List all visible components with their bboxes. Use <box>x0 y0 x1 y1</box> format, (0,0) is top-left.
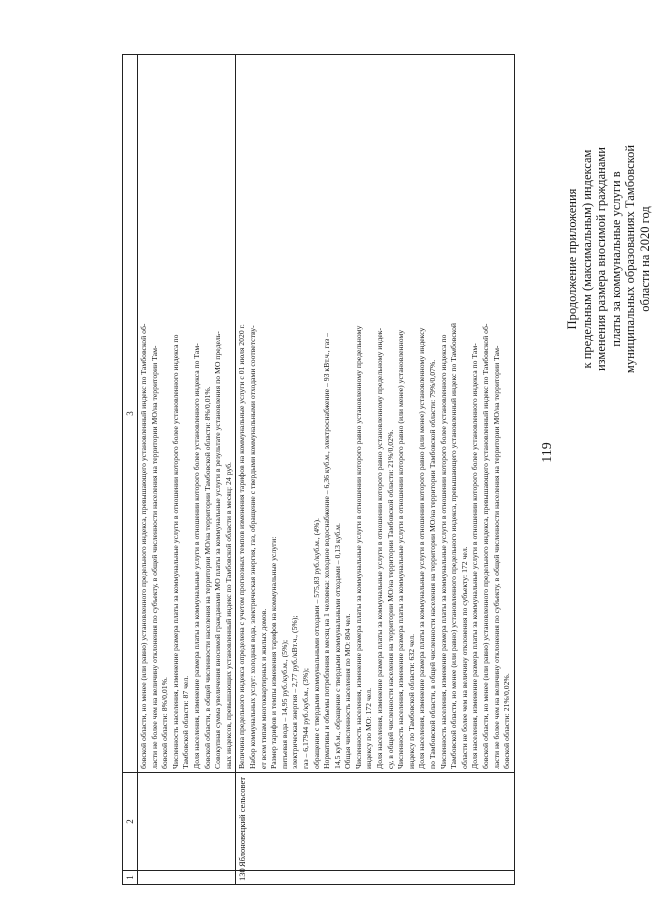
text-line: Доля населения, изменение размера платы за коммунальные услуги в отношении которого более установленного индекса по Там- <box>191 343 201 769</box>
table-row <box>236 55 514 885</box>
text-line: Набор коммунальных услуг: холодная вода, электрическая энергия, газ, обращение с твердыми коммунальными отходами соответству- <box>247 325 257 769</box>
text-line: питьевая вода – 14,95 руб./куб.м., (5%); <box>279 639 289 769</box>
text-line: Нормативы и объемы потребления в месяц на 1 человека: холодное водоснабжение – 6,36 куб.м., электроснабжение – 93 кВт.ч., газ – <box>322 333 332 769</box>
heading-line: к предельным (максимальным) индексам <box>579 149 594 369</box>
heading-line: Продолжение приложения <box>565 188 579 330</box>
heading-line: области на 2020 год <box>637 206 652 312</box>
text-line: Тамбовской области, но менее (или равно) установленного предельного индекса, превышающего установленный индекс по Тамбовской <box>449 322 459 769</box>
heading-line: муниципальных образованиях Тамбовской <box>623 144 638 374</box>
text-line: бовской области, но менее (или равно) установленного предельного индекса, превышающего установленный индекс по Тамбовской об- <box>139 323 148 769</box>
text-line: по Тамбовской области, в общей численности населения на территории МО/на территории Тамбовской области: 79%/0,07%. <box>428 359 438 769</box>
text-line: индексу по МО: 172 чел. <box>364 688 374 769</box>
text-line: Доля населения, изменение размера платы за коммунальные услуги в отношении которого равно (или менее) установленному индексу <box>417 327 427 769</box>
text-line: бовской области: 8%/0,01%. <box>160 677 170 769</box>
continuation-number-cell <box>138 871 236 885</box>
continuation-text-cell <box>138 55 236 773</box>
text-line: обращение с твердыми коммунальными отходами – 575,83 руб./куб.м., (4%). <box>311 518 321 769</box>
text-line: су, в общей численности населения на территории МО/на территории Тамбовской области: 21%/0,02%. <box>385 429 395 769</box>
header-col-1: 1 <box>123 871 138 885</box>
table-header-row <box>123 55 138 885</box>
continuation-name-cell <box>138 773 236 871</box>
text-line: индексу по Тамбовской области: 632 чел. <box>406 633 416 769</box>
text-line: Численность населения, изменение размера платы за коммунальные услуги в отношении которого более установленного индекса по <box>170 334 180 769</box>
text-line: Доля населения, изменение размера платы за коммунальные услуги в отношении которого равно установленному предельному индек- <box>375 327 385 769</box>
text-line: ласти не более чем на величину отклонения по субъекту, в общей численности населения на территории МО/на территории Там- <box>149 345 159 769</box>
text-line: Численность населения, изменение размера платы за коммунальные услуги в отношении которого равно установленному предельному <box>353 325 363 769</box>
text-line: газ – 6,17944 руб./куб.м., (3%); <box>300 668 310 769</box>
text-line: электрическая энергия – 2,77 руб./кВт.ч., (5%); <box>290 615 300 769</box>
text-line: Величина предельного индекса определена с учетом прогнозных темпов изменения тарифов на коммунальные услуги с 01 июля 2020 г. <box>237 324 247 769</box>
header-col-2: 2 <box>123 773 138 871</box>
heading-line: платы за коммунальные услуги в <box>608 171 623 347</box>
text-line: бовской области, но менее (или равно) установленного предельного индекса, превышающего установленный индекс по Тамбовской об- <box>481 323 490 769</box>
text-line: ных индексов, превышающих установленный индекс по Тамбовской области в месяц: 24 руб. <box>223 462 233 769</box>
text-line: Совокупная сумма увеличения вносимой гражданами МО платы за коммунальные услуги в результате установления по МО предель- <box>213 331 223 769</box>
row-text-cell <box>236 55 514 773</box>
text-line: Численность населения, изменение размера платы за коммунальные услуги в отношении которого равно (или менее) установленному <box>396 329 406 769</box>
header-col-3: 3 <box>123 55 138 773</box>
text-line: Тамбовской области: 87 чел. <box>181 675 191 769</box>
text-line: Общая численность населения по МО: 804 чел. <box>343 613 353 769</box>
indices-table <box>122 54 515 885</box>
text-line: Доля населения, изменение размера платы за коммунальные услуги в отношении которого более установленного индекса по Там- <box>470 343 480 769</box>
row-number: 130 <box>236 871 514 885</box>
text-line: ласти не более чем на величину отклонения по субъекту, в общей численности населения на территории МО/на территории Там- <box>491 345 501 769</box>
text-line: области не более чем на величину отклонения по субъекту: 172 чел. <box>459 546 469 769</box>
text-line: бовской области, в общей численности населения на территории МО/на территории Тамбовской области: 8%/0,01%. <box>202 386 212 769</box>
text-line: Численность населения, изменение размера платы за коммунальные услуги в отношении которого более установленного индекса по <box>438 334 448 769</box>
municipality-name: Яблоновецкий сельсовет <box>236 773 514 871</box>
continuation-row <box>138 55 236 885</box>
page-number: 119 <box>540 442 555 463</box>
text-line: бовской области: 21%/0,02%. <box>502 673 512 769</box>
text-line: ет всем типам многоквартирных и жилых домов. <box>258 608 268 769</box>
appendix-heading <box>565 89 653 429</box>
text-line: Размер тарифов и темпы изменения тарифов на коммунальные услуги: <box>269 536 279 769</box>
heading-line: изменения размера вносимой гражданами <box>594 147 609 372</box>
text-line: 14,5 куб.м., обращение с твердыми коммунальными отходами – 0,13 куб.м. <box>332 523 342 769</box>
